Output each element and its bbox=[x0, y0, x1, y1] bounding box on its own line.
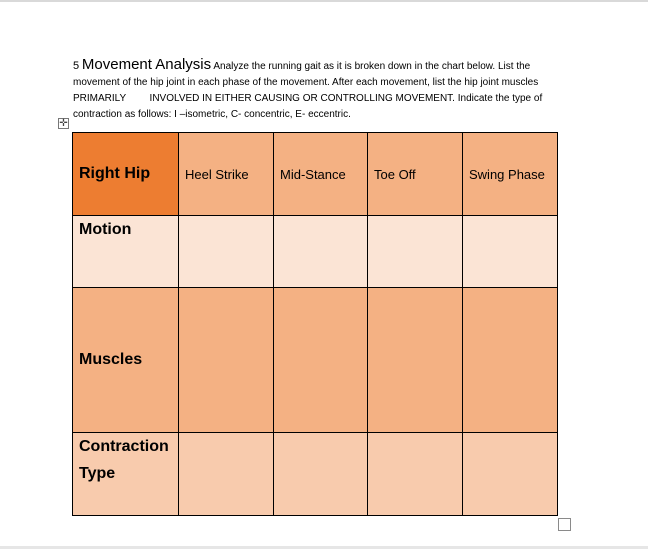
instructions-part-1: Analyze the running gait as it is broken down in the chart below. List the movement of the hip joint in each phase of the movement. After each movement, list the hip joint muscles PRIMARILY bbox=[73, 61, 539, 104]
question-title: Movement Analysis bbox=[81, 56, 212, 73]
contraction-heel-strike-cell[interactable] bbox=[179, 433, 274, 516]
contraction-row bbox=[73, 433, 558, 516]
question-text bbox=[73, 57, 573, 123]
motion-toe-off-cell[interactable] bbox=[368, 216, 463, 288]
row-label-muscles[interactable]: Muscles bbox=[73, 288, 179, 433]
header-heel-strike[interactable]: Heel Strike bbox=[179, 133, 274, 216]
contraction-label-line-2: Type bbox=[79, 465, 116, 482]
motion-mid-stance-cell[interactable] bbox=[274, 216, 368, 288]
header-swing-phase[interactable]: Swing Phase bbox=[463, 133, 558, 216]
contraction-swing-phase-cell[interactable] bbox=[463, 433, 558, 516]
instructions-part-2: INVOLVED IN EITHER CAUSING OR CONTROLLING MOVEMENT. Indicate the type of contraction as follows: I –isometric, C- concentric, E- eccentric. bbox=[73, 93, 543, 120]
question-number: 5 bbox=[73, 60, 80, 72]
contraction-toe-off-cell[interactable] bbox=[368, 433, 463, 516]
row-label-contraction-type[interactable] bbox=[73, 433, 179, 516]
table-move-icon[interactable]: ✛ bbox=[59, 118, 68, 129]
muscles-swing-phase-cell[interactable] bbox=[463, 288, 558, 433]
muscles-heel-strike-cell[interactable] bbox=[179, 288, 274, 433]
contraction-label-line-1: Contraction bbox=[79, 438, 169, 455]
table-resize-handle[interactable] bbox=[558, 518, 571, 531]
row-label-motion[interactable]: Motion bbox=[73, 216, 179, 288]
muscles-row bbox=[73, 288, 558, 433]
movement-analysis-table bbox=[72, 132, 558, 516]
motion-row bbox=[73, 216, 558, 288]
header-toe-off[interactable]: Toe Off bbox=[368, 133, 463, 216]
contraction-mid-stance-cell[interactable] bbox=[274, 433, 368, 516]
motion-heel-strike-cell[interactable] bbox=[179, 216, 274, 288]
top-page-edge bbox=[0, 0, 648, 2]
corner-cell-right-hip[interactable]: Right Hip bbox=[73, 133, 179, 216]
header-mid-stance[interactable]: Mid-Stance bbox=[274, 133, 368, 216]
header-row bbox=[73, 133, 558, 216]
muscles-mid-stance-cell[interactable] bbox=[274, 288, 368, 433]
motion-swing-phase-cell[interactable] bbox=[463, 216, 558, 288]
muscles-toe-off-cell[interactable] bbox=[368, 288, 463, 433]
